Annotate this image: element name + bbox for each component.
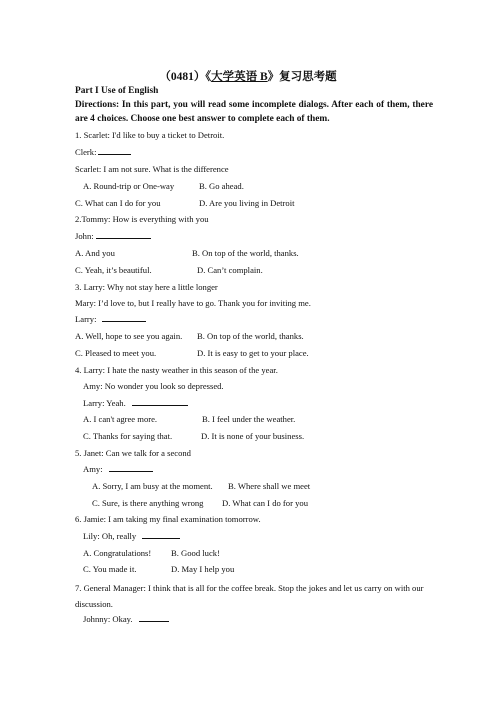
q2-option-d: D. Can’t complain. xyxy=(197,265,263,275)
q5-blank xyxy=(109,463,153,472)
q2-line2 xyxy=(75,230,151,242)
q3-speaker: Larry: xyxy=(75,314,97,324)
q2-line1: 2.Tommy: How is everything with you xyxy=(75,214,209,224)
q6-blank xyxy=(142,530,180,539)
q4-option-b: B. I feel under the weather. xyxy=(202,414,296,424)
title-prefix: （0481）《 xyxy=(159,71,212,83)
part-heading: Part I Use of English xyxy=(75,86,159,96)
q1-option-a: A. Round-trip or One-way xyxy=(83,181,175,191)
q3-line2: Mary: I’d love to, but I really have to go. Thank you for inviting me. xyxy=(75,298,311,308)
q4-line1: 4. Larry: I hate the nasty weather in this season of the year. xyxy=(75,365,278,375)
q6-option-b: B. Good luck! xyxy=(171,548,220,558)
q2-speaker: John: xyxy=(75,231,94,241)
q1-line3: Scarlet: I am not sure. What is the difference xyxy=(75,164,229,174)
q4-line2: Amy: No wonder you look so depressed. xyxy=(83,381,224,391)
q4-line3 xyxy=(83,397,188,409)
q4-blank xyxy=(132,397,188,406)
q3-option-b: B. On top of the world, thanks. xyxy=(197,331,304,341)
q1-option-d: D. Are you living in Detroit xyxy=(199,198,295,208)
q6-speaker: Lily: Oh, really xyxy=(83,531,137,541)
q3-option-d: D. It is easy to get to your place. xyxy=(197,348,309,358)
q1-option-b: B. Go ahead. xyxy=(199,181,244,191)
q5-line1: 5. Janet: Can we talk for a second xyxy=(75,448,191,458)
q7-blank xyxy=(139,613,169,622)
q6-option-c: C. You made it. xyxy=(83,564,137,574)
q3-line3 xyxy=(75,313,146,325)
q6-option-d: D. May I help you xyxy=(171,564,235,574)
q5-option-a: A. Sorry, I am busy at the moment. xyxy=(92,481,213,491)
q6-option-a: A. Congratulations! xyxy=(83,548,152,558)
q7-line1: 7. General Manager: I think that is all for the coffee break. Stop the jokes and let us carry on with our discussion. xyxy=(75,583,424,609)
q1-line2 xyxy=(75,146,131,158)
q6-line2 xyxy=(83,530,180,542)
q6-line1: 6. Jamie: I am taking my final examination tomorrow. xyxy=(75,514,261,524)
q5-option-d: D. What can I do for you xyxy=(222,498,308,508)
page-title xyxy=(0,68,496,84)
q1-speaker: Clerk: xyxy=(75,147,97,157)
q7-speaker: Johnny: Okay. xyxy=(83,614,133,624)
q4-option-c: C. Thanks for saying that. xyxy=(83,431,173,441)
q2-blank xyxy=(96,230,151,239)
q5-line2 xyxy=(83,463,153,475)
q5-option-c: C. Sure, is there anything wrong xyxy=(92,498,204,508)
directions: Directions: In this part, you will read some incomplete dialogs. After each of them, there are 4 choices. Choose one best answer to complete each of them. xyxy=(75,100,433,124)
q1-line1: 1. Scarlet: I'd like to buy a ticket to Detroit. xyxy=(75,130,225,140)
q2-option-a: A. And you xyxy=(75,248,115,258)
q7-line2 xyxy=(83,613,169,625)
q2-option-b: B. On top of the world, thanks. xyxy=(192,248,299,258)
q3-blank xyxy=(102,313,146,322)
q5-speaker: Amy: xyxy=(83,464,103,474)
q1-option-c: C. What can I do for you xyxy=(75,198,161,208)
q4-speaker: Larry: Yeah. xyxy=(83,398,126,408)
q2-option-c: C. Yeah, it’s beautiful. xyxy=(75,265,152,275)
q4-option-d: D. It is none of your business. xyxy=(201,431,305,441)
title-underlined: 大学英语 B xyxy=(211,71,268,83)
title-suffix: 》复习思考题 xyxy=(267,71,337,83)
q4-option-a: A. I can't agree more. xyxy=(83,414,158,424)
q3-option-c: C. Pleased to meet you. xyxy=(75,348,157,358)
q3-option-a: A. Well, hope to see you again. xyxy=(75,331,183,341)
q1-blank xyxy=(98,146,131,155)
q5-option-b: B. Where shall we meet xyxy=(228,481,311,491)
q3-line1: 3. Larry: Why not stay here a little longer xyxy=(75,282,218,292)
